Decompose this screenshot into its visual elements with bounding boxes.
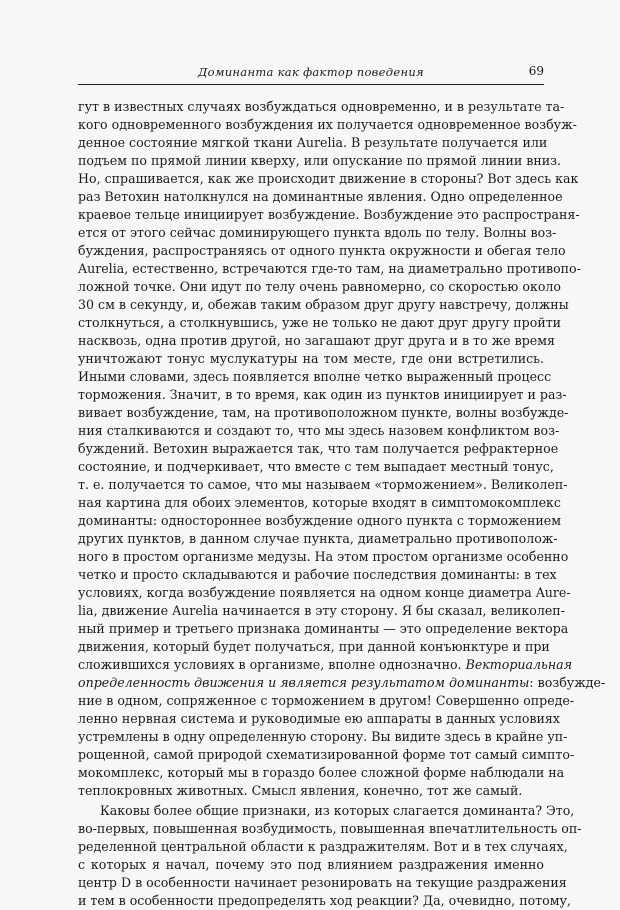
text-line: ложной точке. Они идут по телу очень равномерно, со скоростью около [78,279,561,294]
running-header [78,62,544,85]
text-line: ется от этого сейчас доминирующего пункта вдоль по телу. Волны воз- [78,225,557,240]
text-line: четко и просто складываются и рабочие последствия доминанты: в тех [78,567,557,582]
text-line-with-italic [78,674,606,692]
body-text [78,98,606,910]
page-number: 69 [528,64,544,78]
text-line: ние в одном, сопряженное с торможением в другом! Совершенно опреде- [78,693,575,708]
text-line: мокомплекс, который мы в гораздо более сложной форме наблюдали на [78,765,565,780]
text-line: центр D в особенности начинает резонировать на текущие раздражения [78,875,567,890]
text-line: раз Ветохин натолкнулся на доминантные явления. Одно определенное [78,189,563,204]
text-line: денное состояние мягкой ткани Aurelia. В результате получается или [78,135,548,150]
text-line: доминанты: одностороннее возбуждение одного пункта с торможением [78,513,562,528]
text-line: теплокровных животных. Смысл явления, конечно, тот же самый. [78,783,523,798]
text-line: lia, движение Aurelia начинается в эту сторону. Я бы сказал, великолеп- [78,603,565,618]
text-line: и тем в особенности предопределять ход реакции? Да, очевидно, потому, [78,893,571,908]
text-line: подъем по прямой линии кверху, или опускание по прямой линии вниз. [78,153,562,168]
text-line: Иными словами, здесь появляется вполне четко выраженный процесс [78,369,552,384]
paragraph-2 [78,802,582,910]
text-line: краевое тельце инициирует возбуждение. Возбуждение это распространя- [78,207,580,222]
text-line: т. е. получается то самое, что мы называем «торможением». Великолеп- [78,477,568,492]
text-line-with-italic [78,656,573,674]
text-line: буждений. Ветохин выражается так, что там получается рефрактерное [78,441,559,456]
text-segment: : возбужде- [529,675,606,690]
text-line: во-первых, повышенная возбудимость, повышенная впечатлительность оп- [78,821,582,836]
paragraph-1 [78,98,606,800]
text-line: уничтожают тонус муслукатуры на том месте, где они встретились. [78,351,544,366]
text-line: устремлены в одну определенную сторону. Вы видите здесь в крайне уп- [78,729,568,744]
italic-term: Векториальная [465,657,573,672]
text-line: насквозь, одна против другой, но загашают друг друга и в то же время [78,333,555,348]
text-line: с которых я начал, почему это под влиянием раздражения именно [78,857,544,872]
text-line: гут в известных случаях возбуждаться одновременно, и в результате та- [78,99,565,114]
text-line: 30 см в секунду, и, обежав таким образом друг другу навстречу, должны [78,297,569,312]
text-line: ный пример и третьего признака доминанты — это определение вектора [78,621,569,636]
text-line: состояние, и подчеркивает, что вместе с тем выпадает местный тонус, [78,459,554,474]
italic-phrase: определенность движения и является результатом доминанты [78,675,530,690]
text-segment: сложившихся условиях в организме, вполне однозначно. [78,657,462,672]
running-title: Доминанта как фактор поведения [198,65,424,79]
text-line: движения, который будет получаться, при данной конъюнктуре и при [78,639,550,654]
text-line: других пунктов, в данном случае пункта, диаметрально противополож- [78,531,558,546]
text-line: торможения. Значит, в то время, как один из пунктов инициирует и раз- [78,387,567,402]
text-line: ная картина для обоих элементов, которые входят в симптомокомплекс [78,495,561,510]
text-line: Но, спрашивается, как же происходит движение в стороны? Вот здесь как [78,171,579,186]
text-line: ределенной центральной области к раздражителям. Вот и в тех случаях, [78,839,568,854]
text-line: ния сталкиваются и создают то, что мы здесь назовем конфликтом воз- [78,423,560,438]
text-line: кого одновременного возбуждения их получается одновременное возбуж- [78,117,577,132]
text-line: ного в простом организме медузы. На этом простом организме особенно [78,549,569,564]
text-line: Каковы более общие признаки, из которых слагается доминанта? Это, [100,803,575,818]
text-line: буждения, распространяясь от одного пункта окружности и обегая тело [78,243,566,258]
text-line: ленно нервная система и руководимые ею аппараты в данных условиях [78,711,560,726]
text-line: вивает возбуждение, там, на противоположном пункте, волны возбужде- [78,405,569,420]
text-line: рощенной, самой природой схематизированной форме тот самый симпто- [78,747,575,762]
text-line: условиях, когда возбуждение появляется на одном конце диаметра Aure- [78,585,571,600]
text-line: столкнуться, а столкнувшись, уже не только не дают друг другу пройти [78,315,562,330]
text-line: Aurelia, естественно, встречаются где-то там, на диаметрально противопо- [78,261,581,276]
